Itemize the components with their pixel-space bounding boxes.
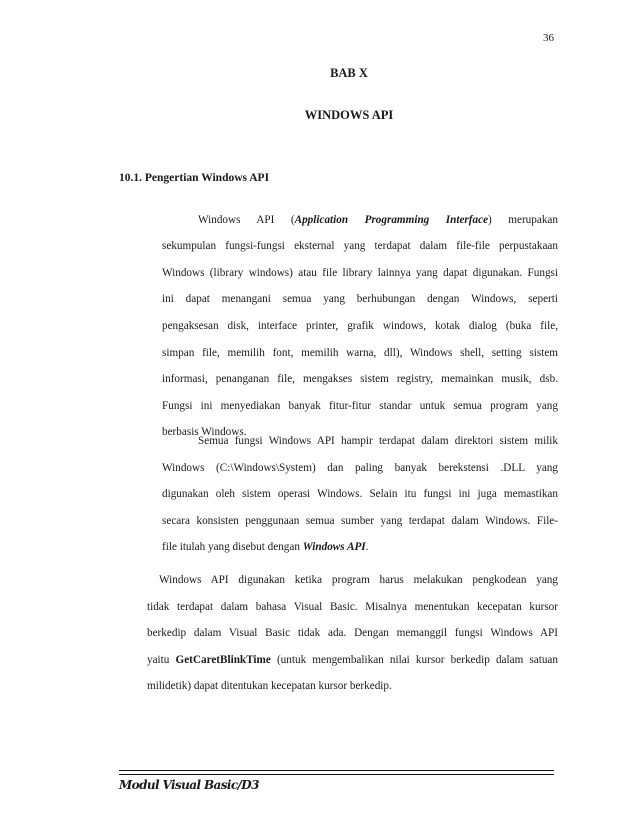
footer-rule-thick: [119, 770, 554, 771]
paragraph-line: Windows API digunakan ketika program harus melakukan pengkodean yang: [159, 574, 558, 586]
paragraph-line: Semua fungsi Windows API hampir terdapat dalam direktori sistem milik: [198, 435, 558, 447]
paragraph-line: digunakan oleh sistem operasi Windows. Selain itu fungsi ini juga memastikan: [162, 488, 558, 501]
chapter-title: WINDOWS API: [304, 108, 394, 122]
paragraph-line: simpan file, memilih font, memilih warna, dll), Windows shell, setting sistem: [162, 346, 558, 359]
paragraph-3: [147, 567, 558, 700]
paragraph-line: Windows (C:\Windows\System) dan paling banyak berekstensi .DLL yang: [162, 461, 558, 474]
paragraph-line: Windows (library windows) atau file library lainnya yang dapat digunakan. Fungsi: [162, 266, 558, 279]
paragraph-line: berkedip dalam Visual Basic tidak ada. Dengan memanggil fungsi Windows API: [147, 627, 558, 640]
footer-text: Modul Visual Basic/D3: [119, 778, 259, 792]
paragraph-line: secara konsisten penggunaan semua sumber yang terdapat dalam Windows. File-: [162, 514, 558, 527]
paragraph-line: pengaksesan disk, interface printer, grafik windows, kotak dialog (buka file,: [162, 319, 558, 332]
paragraph-line: ini dapat menangani semua yang berhubungan dengan Windows, seperti: [162, 293, 558, 306]
paragraph-line: file itulah yang disebut dengan Windows API.: [162, 541, 369, 554]
paragraph-line: informasi, penanganan file, mengakses sistem registry, memainkan musik, dsb.: [162, 373, 558, 386]
footer-rule-thin: [119, 774, 554, 775]
chapter-label: BAB X: [330, 66, 368, 80]
paragraph-line: milidetik) dapat ditentukan kecepatan kursor berkedip.: [147, 680, 392, 693]
page-number: 36: [543, 32, 554, 44]
paragraph-1: [162, 180, 558, 446]
paragraph-line: tidak terdapat dalam bahasa Visual Basic. Misalnya menentukan kecepatan kursor: [147, 600, 558, 613]
paragraph-line: berbasis Windows.: [162, 426, 247, 439]
paragraph-line: yaitu GetCaretBlinkTime (untuk mengembalikan nilai kursor berkedip dalam satuan: [147, 653, 558, 666]
section-heading: 10.1. Pengertian Windows API: [119, 172, 270, 184]
paragraph-2: [162, 428, 558, 561]
paragraph-line: sekumpulan fungsi-fungsi eksternal yang terdapat dalam file-file perpustakaan: [162, 240, 558, 253]
paragraph-line: Fungsi ini menyediakan banyak fitur-fitur standar untuk semua program yang: [162, 399, 558, 412]
paragraph-line: [162, 180, 558, 207]
paragraph-line: Windows API (Application Programming Interface) merupakan: [198, 213, 558, 226]
